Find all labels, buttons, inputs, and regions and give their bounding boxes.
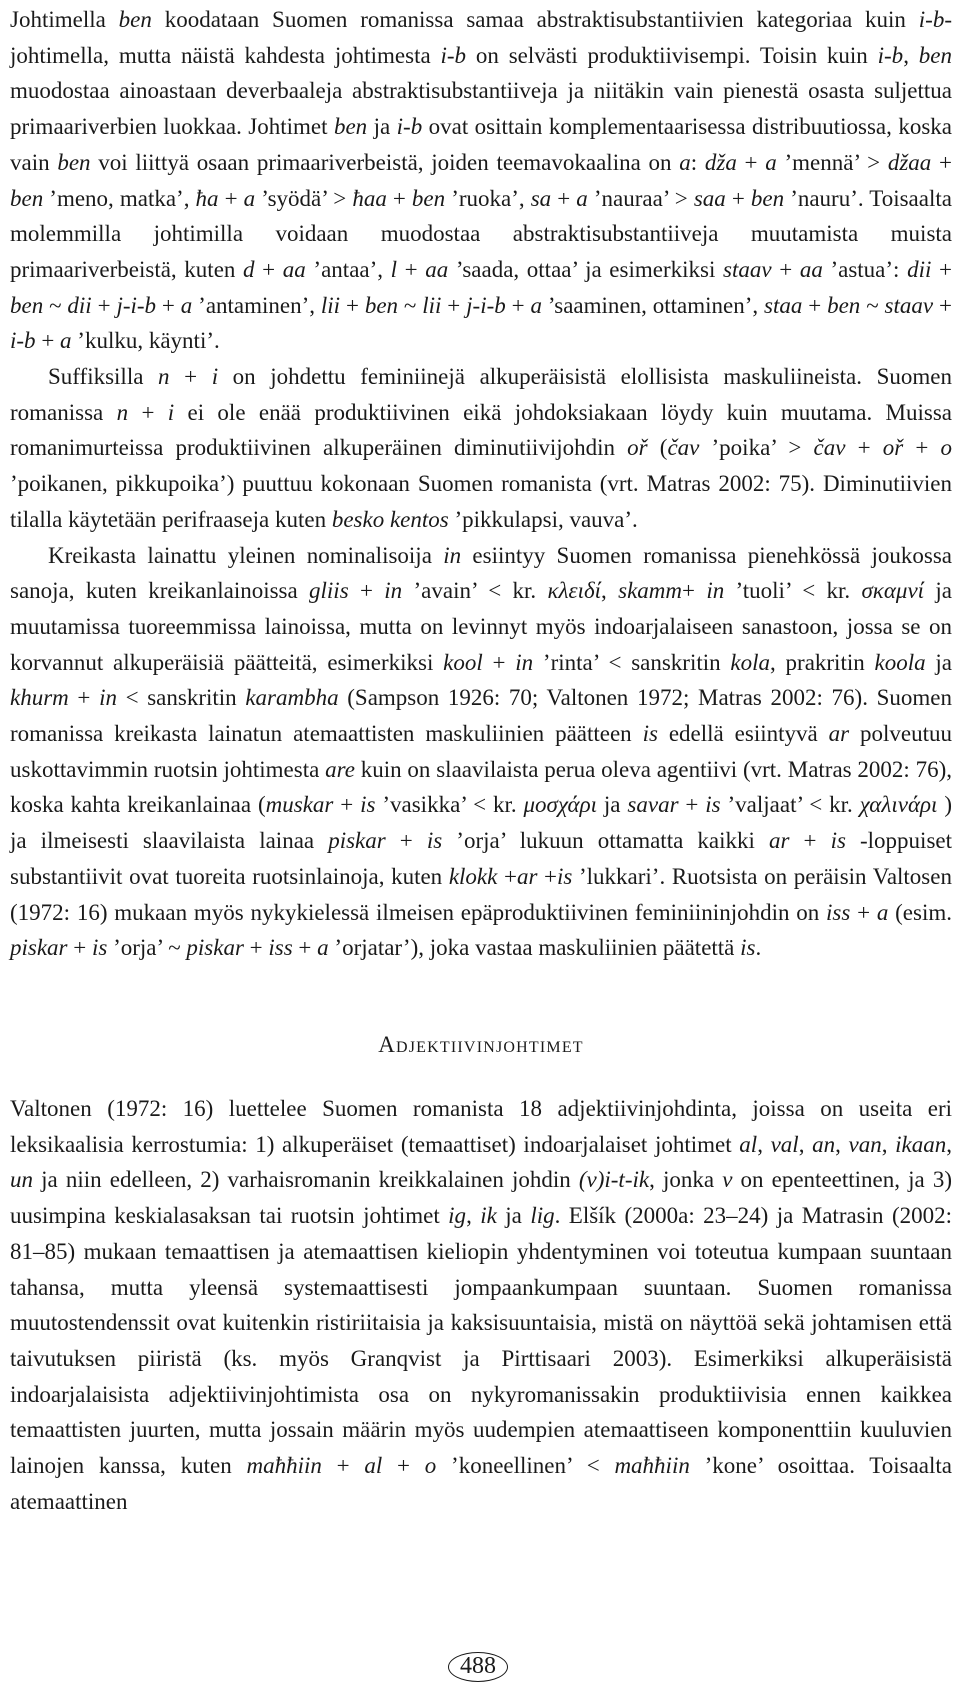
section-heading: Adjektiivinjohtimet bbox=[378, 1031, 584, 1057]
paragraph-adjective-suffixes: Valtonen (1972: 16) luettelee Suomen romanista 18 adjektiivinjohdinta, joissa on useita eri leksikaalisia kerrostumia: 1) alkuperäiset (temaattiset) indoarjalaiset johtimet al, val, an, van, ikaan, un ja niin edelleen, 2) varhaisromanin kreikkalainen johdin (v)i-t-ik, jonka v on epenteettinen, ja 3) uusimpina keskialasaksan tai ruotsin johtimet ig, ik ja lig. Elšík (2000a: 23–24) ja Matrasin (2002: 81–85) mukaan temaattisen ja atemaattisen kieliopin yhdentyminen voi toteutua kumpaan suuntaan tahansa, mutta yleensä systemaattisesti jompaankumpaan suuntaan. Suomen romanissa muutostendenssit ovat kuitenkin ristiriitaisia ja kaksisuuntaisia, mistä on näyttöä sekä johtamisen että taivutuksen piiristä (ks. myös Granqvist ja Pirttisaari 2003). Esimerkiksi alkuperäisistä indoarjalaisista adjektiivinjohtimista osa on nykyromanissakin produktiivisia ennen kaikkea temaattisten juurten, mutta jossain määrin myös uudempien atemaattiseen komponenttiin kuuluvien lainojen kanssa, kuten maħħiin + al + o ’koneellinen’ < maħħiin ’kone’ osoittaa. Toisaalta atemaattinen bbox=[10, 1095, 952, 1514]
paragraph-greek-nominalizer: Kreikasta lainattu yleinen nominalisoija in esiintyy Suomen romanissa pienehkössä joukossa sanoja, kuten kreikanlainoissa gliis + in ’avain’ < kr. κλειδί, skamm+ in ’tuoli’ < kr. σκαμνί ja muutamissa tuoreemmissa lainoissa, mutta on levinnyt myös indoarjalaiseen sanastoon, jossa se on korvannut alkuperäisiä päätteitä, esimerkiksi kool + in ’rinta’ < sanskritin kola, prakritin koola ja khurm + in < sanskritin karambha (Sampson 1926: 70; Valtonen 1972; Matras 2002: 76). Suomen romanissa kreikasta lainatun atemaattisten maskuliinien päätteen is edellä esiintyvä ar polveutuu uskottavimmin ruotsin johtimesta are kuin on slaavilaista perua oleva agentiivi (vrt. Matras 2002: 76), koska kahta kreikanlainaa (muskar + is ’vasikka’ < kr. μοσχάρι ja savar + is ’valjaat’ < kr. χαλινάρι ) ja ilmeisesti slaavilaista lainaa piskar + is ’orja’ lukuun ottamatta kaikki ar + is -loppuiset substantiivit ovat tuoreita ruotsinlainoja, kuten klokk +ar +is ’lukkari’. Ruotsista on peräisin Valtosen (1972: 16) mukaan myös nykykielessä ilmeisen epäproduktiivinen feminiininjohdin on iss + a (esim. piskar + is ’orja’ ~ piskar + iss + a ’orjatar’), joka vastaa maskuliinien päätettä is. bbox=[10, 542, 953, 961]
page-number: 488 bbox=[448, 1652, 508, 1682]
page-body bbox=[10, 2, 952, 1519]
paragraph-ben-suffix: Johtimella ben koodataan Suomen romanissa samaa abstraktisubstantiivien kategoriaa kuin i-b-johtimella, mutta näistä kahdesta johtimesta i-b on selvästi produktiivisempi. Toisin kuin i-b, ben muodostaa ainoastaan deverbaaleja abstraktisubstantiiveja ja niitäkin vain pienestä osasta suljettua primaariverbien luokkaa. Johtimet ben ja i-b ovat osittain komplementaarisessa distribuutiossa, koska vain ben voi liittyä osaan primaariverbeistä, joiden teemavokaalina on a: dža + a ’mennä’ > džaa + ben ’meno, matka’, ħa + a ’syödä’ > ħaa + ben ’ruoka’, sa + a ’nauraa’ > saa + ben ’nauru’. Toisaalta molemmilla johtimilla voidaan muodostaa abstraktisubstantiiveja muutamista muista primaariverbeistä, kuten d + aa ’antaa’, l + aa ’saada, ottaa’ ja esimerkiksi staav + aa ’astua’: dii + ben ~ dii + j-i-b + a ’antaminen’, lii + ben ~ lii + j-i-b + a ’saaminen, ottaminen’, staa + ben ~ staav + i-b + a ’kulku, käynti’. bbox=[10, 7, 952, 354]
paragraph-feminine-suffix: Suffiksilla n + i on johdettu feminiinejä alkuperäisistä elollisista maskuliineista. Suomen romanissa n + i ei ole enää produktiivinen eikä johdoksiakaan löydy kuin muutama. Muissa romanimurteissa produktiivinen alkuperäinen diminutiivijohdin oř (čav ’poika’ > čav + oř + o ’poikanen, pikkupoika’) puuttuu kokonaan Suomen romanista (vrt. Matras 2002: 75). Diminutiivien tilalla käytetään perifraaseja kuten besko kentos ’pikkulapsi, vauva’. bbox=[10, 364, 953, 532]
